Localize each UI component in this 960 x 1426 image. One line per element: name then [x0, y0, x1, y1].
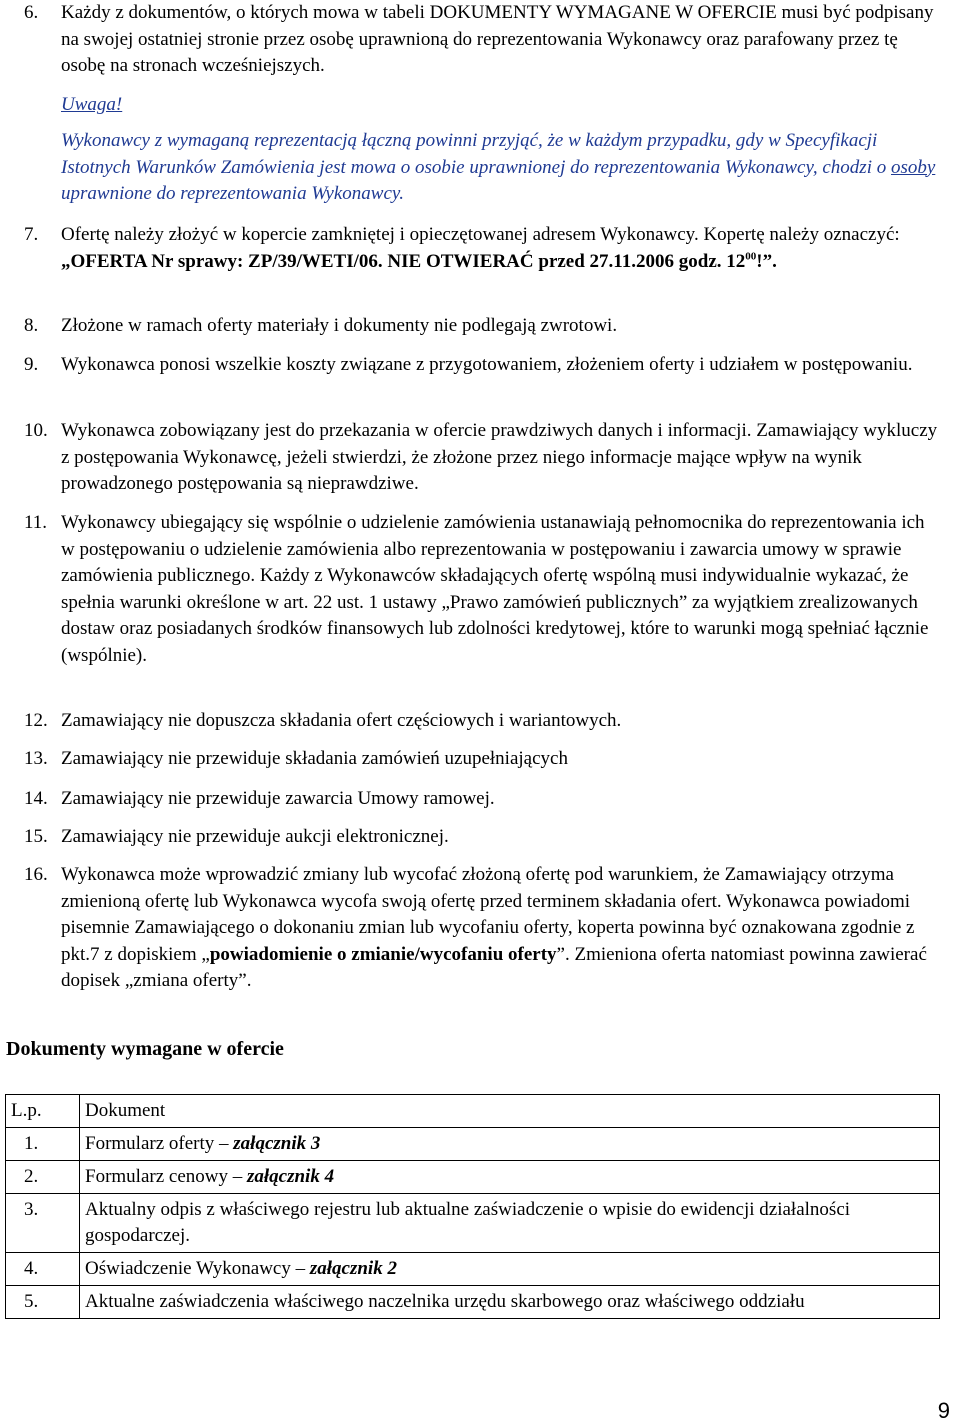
item-number: 8.	[24, 315, 39, 336]
note-underlined: osoby	[890, 156, 936, 178]
section-title: Dokumenty wymagane w ofercie	[6, 1038, 284, 1060]
item-text: Zamawiający nie dopuszcza składania ofert częściowych i wariantowych.	[61, 710, 622, 731]
documents-table	[5, 1094, 940, 1319]
item-number: 6.	[24, 2, 39, 23]
table-cell-doc	[80, 1253, 940, 1286]
item-number: 15.	[24, 826, 48, 847]
item-text-bold: „OFERTA Nr sprawy: ZP/39/WETI/06. NIE OTWIERAĆ przed 27.11.2006 godz. 12	[61, 250, 746, 272]
item-text: Wykonawca zobowiązany jest do przekazania w ofercie prawdziwych danych i informacji. Zamawiający wykluczy z postępowania Wykonawcę, jeżeli stwierdzi, że złożone przez niego informacje mające wpływ na wynik prowadzonego postępowania są nieprawdziwe.	[61, 420, 938, 494]
item-number: 12.	[24, 710, 48, 731]
table-cell-lp: 3.	[6, 1194, 80, 1253]
item-text-part: Ofertę należy złożyć w kopercie zamkniętej i opieczętowanej adresem Wykonawcy. Kopertę należy oznaczyć:	[61, 224, 900, 245]
table-header-row	[6, 1095, 940, 1128]
table-cell-doc	[80, 1194, 940, 1253]
table-row	[6, 1253, 940, 1286]
table-header-doc: Dokument	[80, 1095, 940, 1128]
page-number: 9	[937, 1398, 950, 1423]
note-text-end: uprawnione do reprezentowania Wykonawcy.	[61, 183, 405, 204]
doc-attachment: załącznik 4	[246, 1166, 335, 1187]
item-number: 10.	[24, 420, 48, 441]
item-text-end: ”. Zmieniona oferta natomiast powinna zawierać dopisek „zmiana oferty”.	[61, 943, 927, 991]
doc-name: Formularz oferty –	[85, 1133, 234, 1154]
item-text: Każdy z dokumentów, o których mowa w tabeli DOKUMENTY WYMAGANE W OFERCIE musi być podpisany na swojej ostatniej stronie przez osobę uprawnioną do reprezentowania Wykonawcy oraz parafowany przez tę osobę na stronach wcześniejszych.	[61, 2, 934, 76]
item-text: Złożone w ramach oferty materiały i dokumenty nie podlegają zwrotowi.	[61, 315, 618, 336]
doc-name: Oświadczenie Wykonawcy –	[85, 1258, 310, 1279]
doc-name: Formularz cenowy –	[85, 1166, 247, 1187]
item-text: Wykonawca ponosi wszelkie koszty związane z przygotowaniem, złożeniem oferty i udziałem w postępowaniu.	[61, 354, 913, 375]
item-number: 16.	[24, 864, 48, 885]
table-row	[6, 1194, 940, 1253]
table-cell-lp: 4.	[6, 1253, 80, 1286]
item-superscript: 00	[745, 250, 757, 263]
item-text	[61, 862, 942, 995]
note-heading: Uwaga!	[61, 94, 123, 115]
doc-attachment: załącznik 3	[233, 1133, 321, 1154]
table-cell-lp: 1.	[6, 1128, 80, 1161]
item-text: Zamawiający nie przewiduje składania zamówień uzupełniających	[61, 748, 568, 769]
note-text: Wykonawcy z wymaganą reprezentacją łączną powinni przyjąć, że w każdym przypadku, gdy w Specyfikacji Istotnych Warunków Zamówienia jest mowa o osobie uprawnionej do reprezentowania Wykonawcy, chodzi o	[61, 130, 891, 178]
table-cell-doc	[80, 1161, 940, 1194]
item-text-bold: powiadomienie o zmianie/wycofaniu oferty	[209, 943, 557, 965]
item-number: 11.	[24, 512, 48, 533]
item-number: 13.	[24, 748, 48, 769]
table-row	[6, 1128, 940, 1161]
item-number: 7.	[24, 224, 39, 245]
doc-name: Aktualne zaświadczenia właściwego naczelnika urzędu skarbowego oraz właściwego oddziału	[85, 1291, 805, 1312]
item-text	[61, 222, 942, 275]
item-text: Zamawiający nie przewiduje zawarcia Umowy ramowej.	[61, 788, 495, 809]
table-cell-lp: 5.	[6, 1286, 80, 1319]
table-row	[6, 1286, 940, 1319]
item-number: 14.	[24, 788, 48, 809]
item-text-part: Wykonawca może wprowadzić zmiany lub wycofać złożoną ofertę pod warunkiem, że Zamawiający otrzyma zmienioną ofertę lub Wykonawca wycofa swoją ofertę przed terminem składania ofert. Wykonawca powiadomi pisemnie Zamawiającego o dokonaniu zmian lub wycofaniu oferty, koperta powinna być oznakowana zgodnie z pkt.7 z dopiskiem „	[61, 864, 915, 965]
doc-name: Aktualny odpis z właściwego rejestru lub aktualne zaświadczenie o wpisie do ewidencji działalności gospodarczej.	[85, 1199, 851, 1246]
item-text: Zamawiający nie przewiduje aukcji elektronicznej.	[61, 826, 449, 847]
table-header-lp: L.p.	[6, 1095, 80, 1128]
item-text: Wykonawcy ubiegający się wspólnie o udzielenie zamówienia ustanawiają pełnomocnika do reprezentowania ich w postępowaniu o udzielenie zamówienia albo reprezentowania w postępowaniu i zawarcia umowy w sprawie zamówienia publicznego. Każdy z Wykonawców składających ofertę wspólną musi indywidualnie wykazać, że spełnia warunki określone w art. 22 ust. 1 ustawy „Prawo zamówień publicznych” za wyjątkiem zrealizowanych dostaw oraz posiadanych środków finansowych lub zdolności kredytowej, które to warunki mogą spełniać łącznie (wspólnie).	[61, 512, 929, 666]
table-row	[6, 1161, 940, 1194]
table-cell-lp: 2.	[6, 1161, 80, 1194]
table-cell-doc	[80, 1286, 940, 1319]
item-text-bold-end: !”.	[756, 250, 777, 272]
item-number: 9.	[24, 354, 39, 375]
doc-attachment: załącznik 2	[309, 1258, 397, 1279]
note-body	[61, 128, 941, 208]
table-cell-doc	[80, 1128, 940, 1161]
